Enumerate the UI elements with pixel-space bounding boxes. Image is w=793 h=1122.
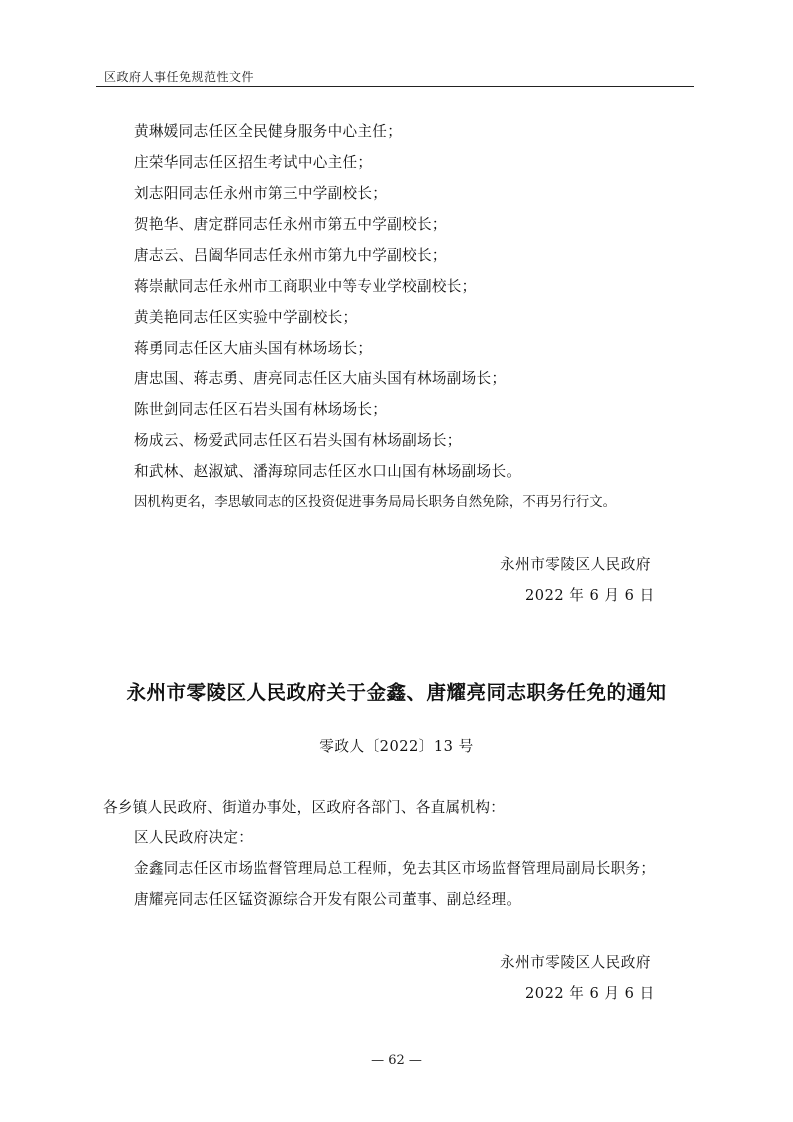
decision-intro: 区人民政府决定：: [134, 829, 254, 846]
appointment-line: 陈世剑同志任区石岩头国有林场场长；: [134, 401, 388, 418]
appointment-line: 杨成云、杨爱武同志任区石岩头国有林场副场长；: [134, 432, 462, 449]
appointment-line: 金鑫同志任区市场监督管理局总工程师，免去其区市场监督管理局副局长职务；: [134, 860, 656, 877]
document-number: 零政人〔2022〕13 号: [319, 738, 474, 755]
appointment-line: 黄美艳同志任区实验中学副校长；: [134, 309, 358, 326]
running-header: 区政府人事任免规范性文件: [104, 70, 255, 84]
appointment-line: 唐耀亮同志任区锰资源综合开发有限公司董事、副总经理。: [134, 891, 522, 908]
appointment-line: 和武林、赵淑斌、潘海琼同志任区水口山国有林场副场长。: [134, 463, 522, 480]
page-number: — 62 —: [371, 1053, 422, 1068]
notice-title: 永州市零陵区人民政府关于金鑫、唐耀亮同志职务任免的通知: [126, 681, 667, 704]
appointment-line: 蒋勇同志任区大庙头国有林场场长；: [134, 340, 373, 357]
appointment-line: 蒋崇献同志任永州市工商职业中等专业学校副校长；: [134, 278, 477, 295]
issue-date: 2022 年 6 月 6 日: [525, 985, 655, 1002]
dismissal-note: 因机构更名，李思敏同志的区投资促进事务局局长职务自然免除，不再另行行文。: [134, 495, 617, 510]
issuer-signature: 永州市零陵区人民政府: [500, 954, 651, 971]
appointment-line: 黄琳媛同志任区全民健身服务中心主任；: [134, 123, 403, 140]
appointment-line: 庄荣华同志任区招生考试中心主任；: [134, 154, 373, 171]
appointment-line: 唐志云、吕阖华同志任永州市第九中学副校长；: [134, 247, 447, 264]
header-divider: [96, 86, 694, 87]
issuer-signature: 永州市零陵区人民政府: [500, 556, 651, 573]
appointment-line: 贺艳华、唐定群同志任永州市第五中学副校长；: [134, 216, 447, 233]
appointment-line: 刘志阳同志任永州市第三中学副校长；: [134, 185, 388, 202]
addressee: 各乡镇人民政府、街道办事处，区政府各部门、各直属机构：: [103, 799, 506, 816]
issue-date: 2022 年 6 月 6 日: [525, 587, 655, 604]
appointment-line: 唐忠国、蒋志勇、唐亮同志任区大庙头国有林场副场长；: [134, 370, 507, 387]
